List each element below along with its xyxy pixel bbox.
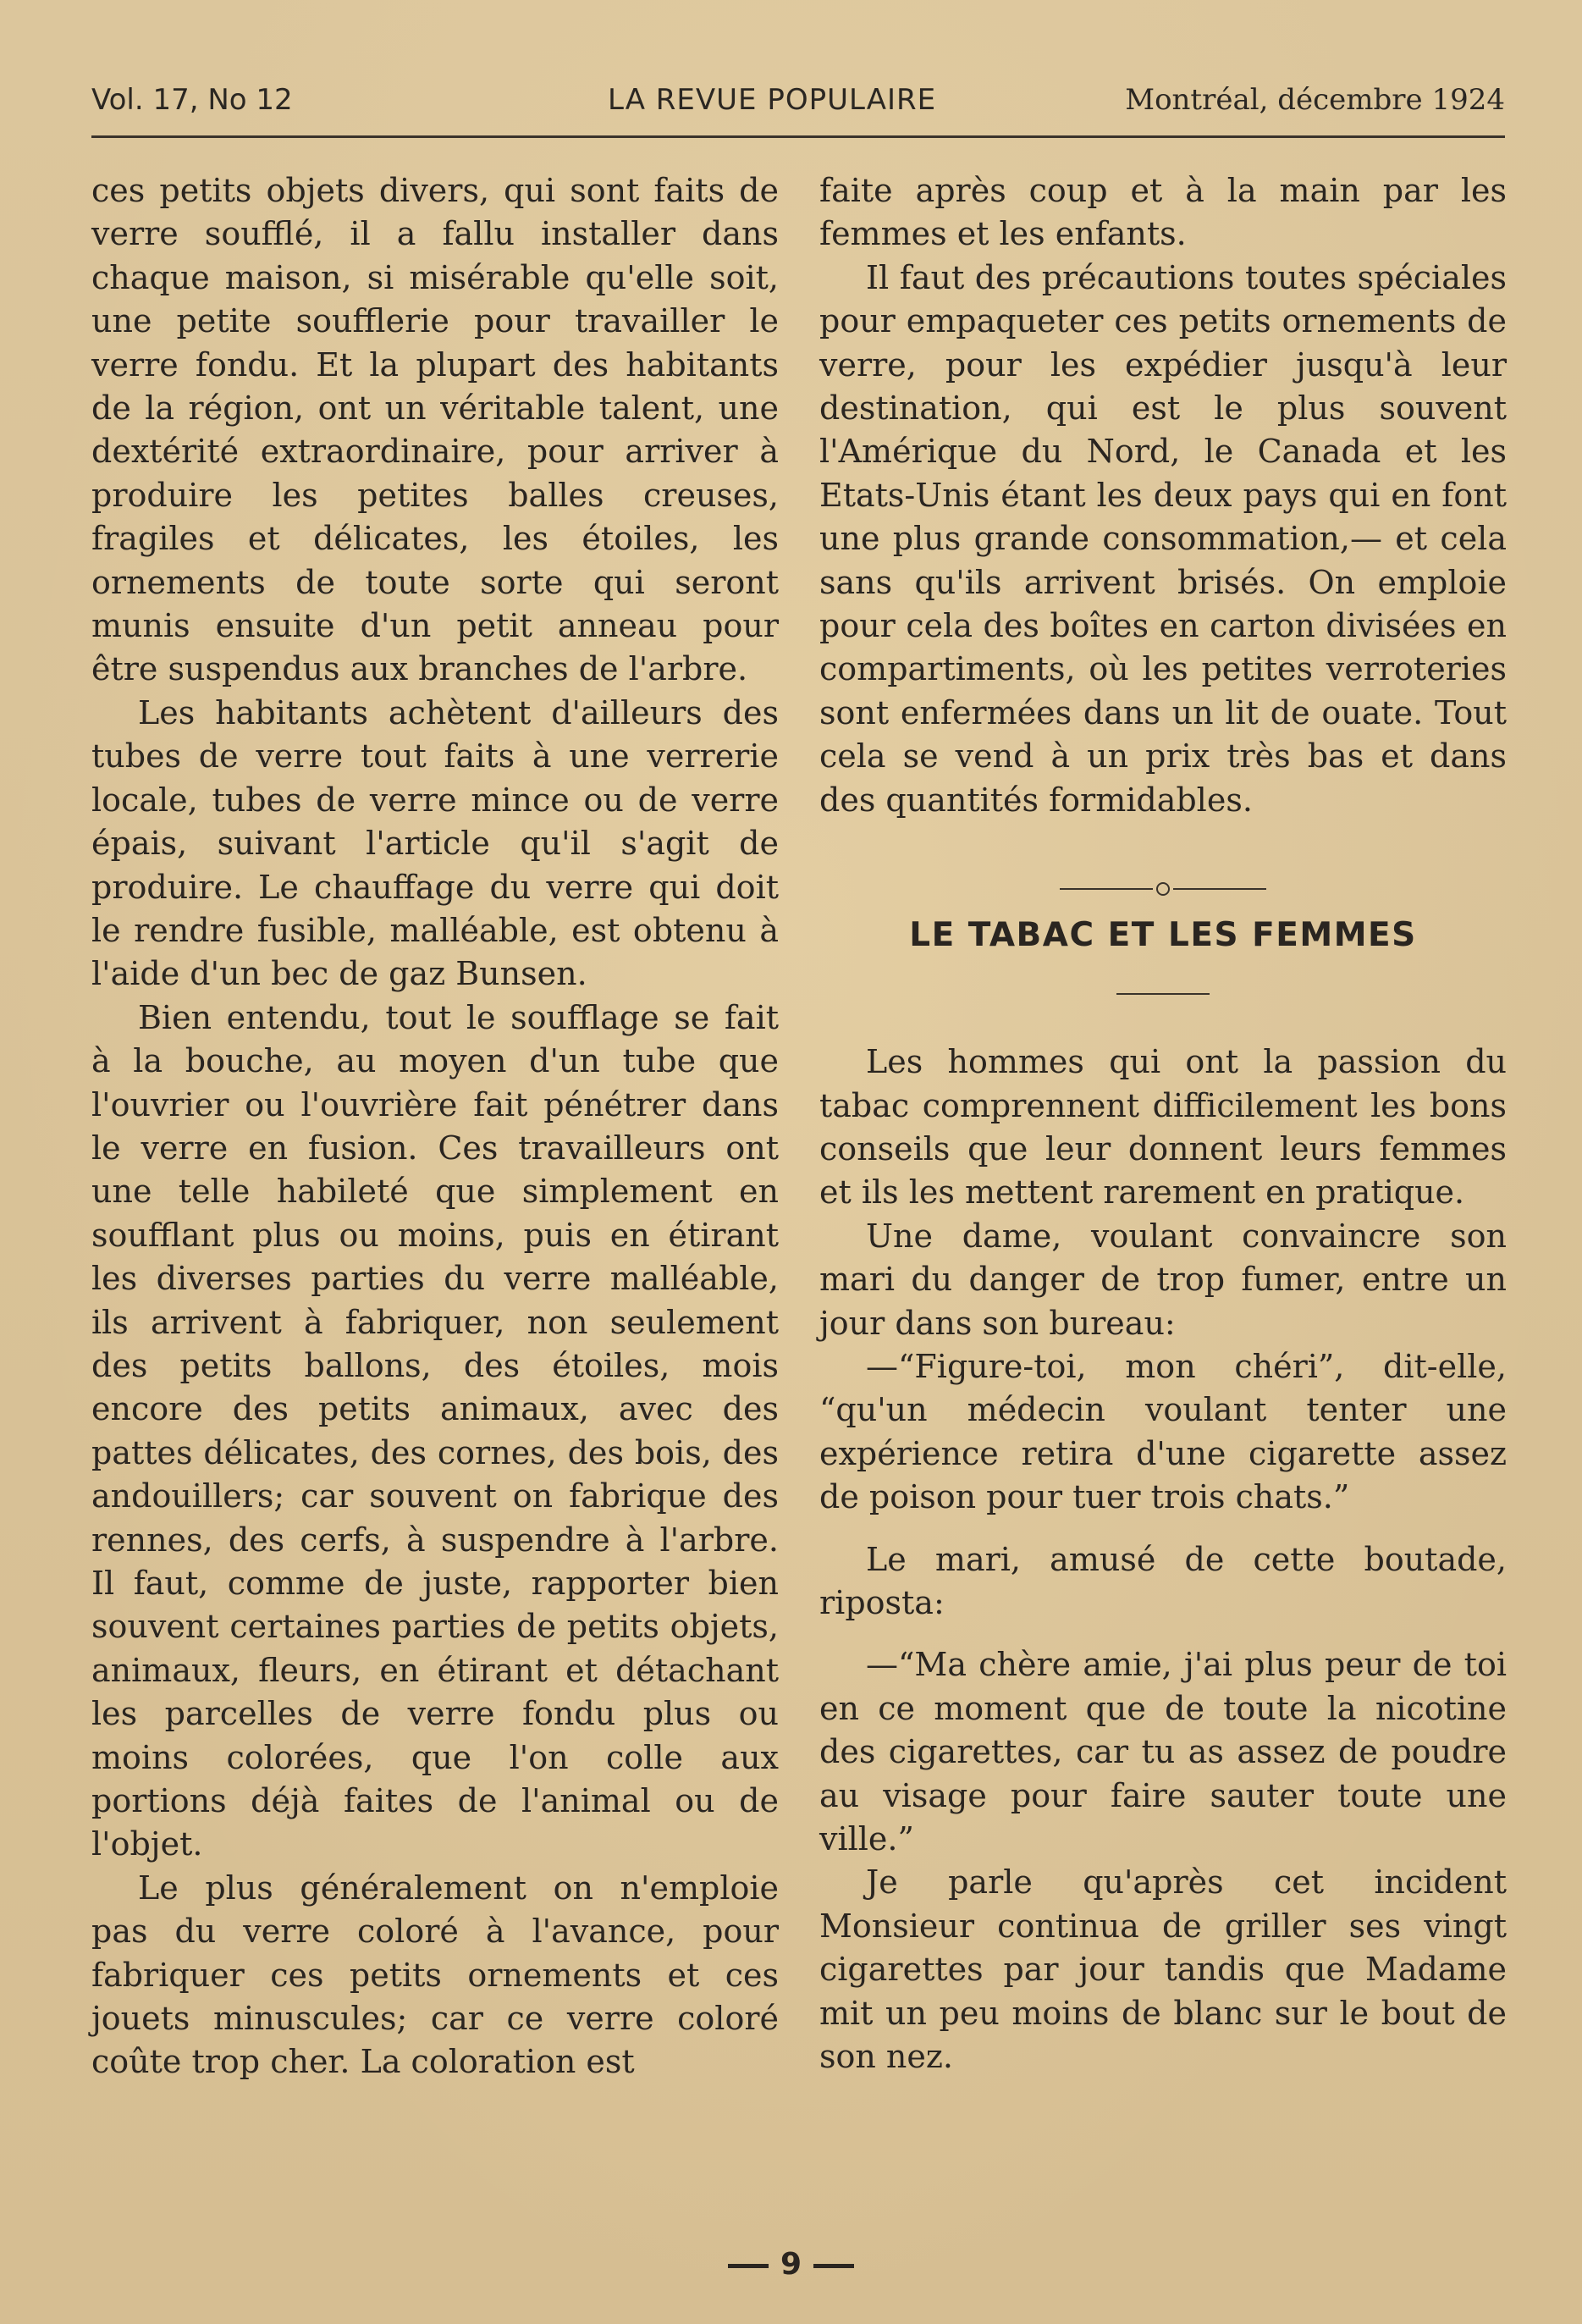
running-header [91,83,1505,127]
header-rule [91,135,1505,138]
section-divider [819,864,1507,881]
page-number-value: 9 [780,2247,802,2282]
place-and-date: Montréal, décembre 1924 [1125,83,1505,117]
paragraph: Il faut des précautions toutes spéciales pour empaqueter ces petits ornements de verre, pour les expédier jusqu'à leur destination, qui est le plus souvent l'Amérique du Nord, le Canada et les Etats-Unis étant les deux pays qui en font une plus grande consommation,— et cela sans qu'ils arrivent brisés. On emploie pour cela des boîtes en carton divisées en compartiments, où les petites verroteries sont enfermées dans un lit de ouate. Tout cela se vend à un prix très bas et dans des quantités formidables. [819,258,1507,819]
paragraph: —“Ma chère amie, j'ai plus peur de toi en ce moment que de toute la nicotine des cigarettes, car tu as assez de poudre au visage pour faire sauter toute une ville.” [819,1646,1507,1858]
paragraph: faite après coup et à la main par les femmes et les enfants. [819,172,1507,253]
journal-title: LA REVUE POPULAIRE [608,83,937,117]
paragraph: Les hommes qui ont la passion du tabac comprennent difficilement les bons conseils que leur donnent leurs femmes et ils les mettent rarement en pratique. [819,1043,1507,1212]
left-column [91,169,779,2084]
paragraph: Bien entendu, tout le soufflage se fait à la bouche, au moyen d'un tube que l'ouvrier ou l'ouvrière fait pénétrer dans le verre en fusion. Ces travailleurs ont une telle habileté que simplement en soufflant plus ou moins, puis en étirant les diverses parties du verre malléable, ils arrivent à fabriquer, non seulement des petits ballons, des étoiles, mois encore des petits animaux, avec des pattes délicates, des cornes, des bois, des andouillers; car souvent on fabrique des rennes, des cerfs, à suspendre à l'arbre. Il faut, comme de juste, rapporter bien souvent certaines parties de petits objets, animaux, fleurs, en étirant et détachant les parcelles de verre fondu plus ou moins colorées, que l'on colle aux portions déjà faites de l'animal ou de l'objet. [91,998,779,1863]
paragraph: Je parle qu'après cet incident Monsieur continua de griller ses vingt cigarettes par jour tandis que Madame mit un peu moins de blanc sur le bout de son nez. [819,1863,1507,2076]
paragraph: Une dame, voulant convaincre son mari du danger de trop fumer, entre un jour dans son bureau: [819,1217,1507,1342]
paragraph: Les habitants achètent d'ailleurs des tubes de verre tout faits à une verrerie locale, tubes de verre mince ou de verre épais, suivant l'article qu'il s'agit de produire. Le chauffage du verre qui doit le rendre fusible, malléable, est obtenu à l'aide d'un bec de gaz Bunsen. [91,693,779,993]
volume-number: Vol. 17, No 12 [91,83,293,117]
paragraph: Le plus généralement on n'emploie pas du verre coloré à l'avance, pour fabriquer ces petits ornements et ces jouets minuscules; car ce verre coloré coûte trop cher. La coloration est [91,1869,779,2081]
paragraph: Le mari, amusé de cette boutade, riposta: [819,1540,1507,1621]
section-title: LE TABAC ET LES FEMMES [909,916,1417,955]
paragraph: ces petits objets divers, qui sont faits de verre soufflé, il a fallu installer dans chaque maison, si misérable qu'elle soit, une petite soufflerie pour travailler le verre fondu. Et la plupart des habitants de la région, ont un véritable talent, une dextérité extraordinaire, pour arriver à produire les petites balles creuses, fragiles et délicates, les étoiles, les ornements de toute sorte qui seront munis ensuite d'un petit anneau pour être suspendus aux branches de l'arbre. [91,172,779,688]
title-rule [1116,993,1210,995]
page-number [0,2247,1582,2282]
right-column [819,169,1507,2078]
paragraph: —“Figure-toi, mon chéri”, dit-elle, “qu'un médecin voulant tenter une expérience retira d'une cigarette assez de poison pour tuer trois chats.” [819,1347,1507,1516]
